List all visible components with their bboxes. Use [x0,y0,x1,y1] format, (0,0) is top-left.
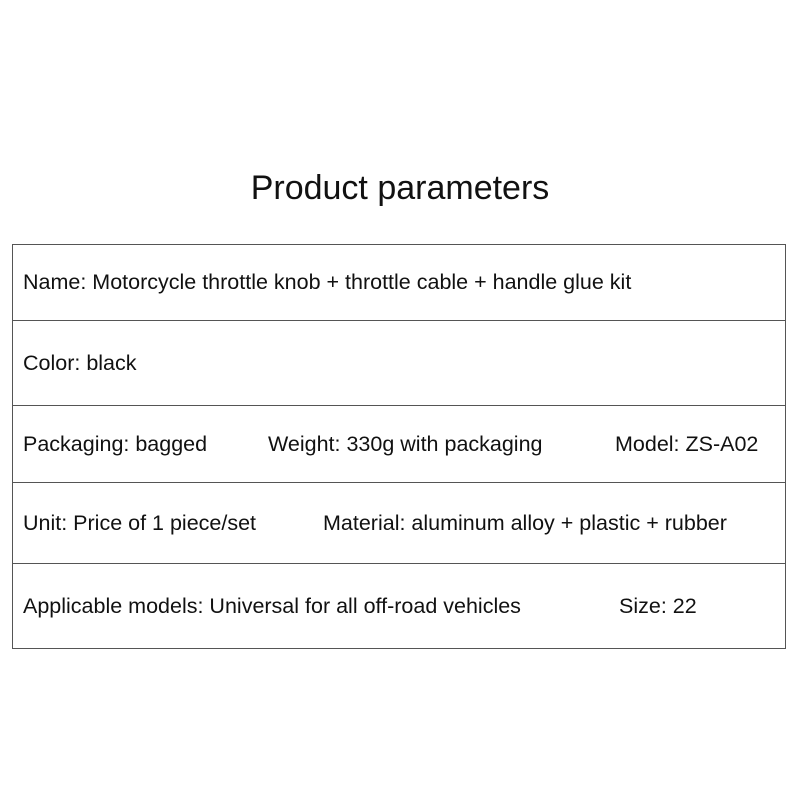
name-value: Name: Motorcycle throttle knob + throttle cable + handle glue kit [23,270,632,294]
table-row-color [12,321,786,406]
material-value: Material: aluminum alloy + plastic + rubber [323,510,727,535]
color-value: Color: black [23,350,137,375]
unit-value: Unit: Price of 1 piece/set [23,510,257,535]
table-row-unit [12,483,786,564]
size-value: Size: 22 [619,593,697,618]
table-row-name [12,245,786,321]
weight-value: Weight: 330g with packaging [268,431,543,456]
applicable-models-value: Applicable models: Universal for all off-road vehicles [23,593,521,618]
packaging-value: Packaging: bagged [23,431,208,456]
model-value: Model: ZS-A02 [615,431,759,456]
table-row-applicable-models [12,564,786,649]
parameters-table [12,244,786,649]
page-title: Product parameters [250,169,550,207]
table-row-packaging [12,406,786,483]
